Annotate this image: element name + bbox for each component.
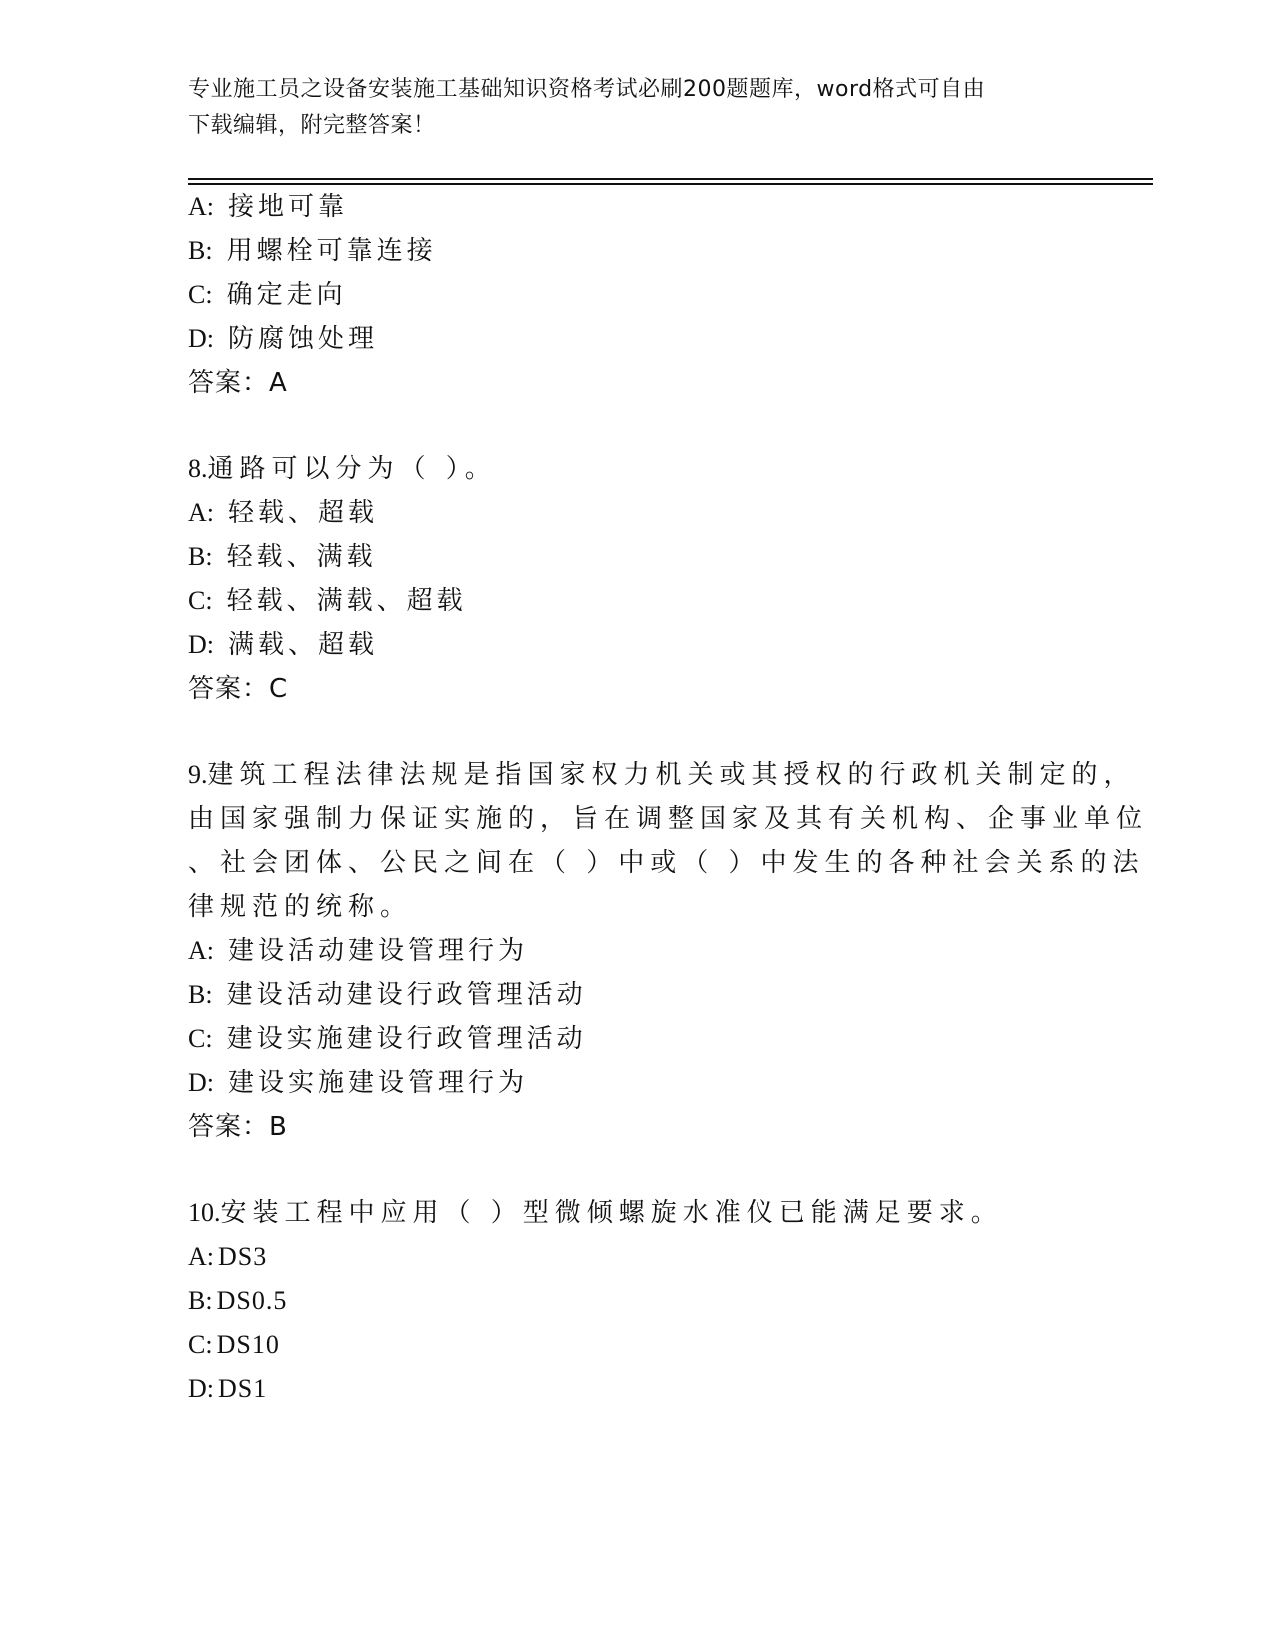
q9-answer xyxy=(188,1110,287,1144)
q8-option-b xyxy=(188,540,377,574)
question-text: 、社会团体、公民之间在（ ）中或（ ）中发生的各种社会关系的法 xyxy=(188,848,1145,878)
question-text: 建筑工程法律法规是指国家权力机关或其授权的行政机关制定的， xyxy=(207,760,1136,790)
answer-label: 答案： xyxy=(188,674,270,704)
document-header xyxy=(188,72,1088,144)
q10-question xyxy=(188,1196,1003,1230)
header-divider-top xyxy=(188,178,1153,180)
option-text: 满载、超载 xyxy=(228,630,379,660)
option-text: 接地可靠 xyxy=(228,192,349,222)
option-label: C: xyxy=(188,1330,213,1359)
option-label: A: xyxy=(188,936,214,965)
q8-option-d xyxy=(188,628,378,662)
question-text: 由国家强制力保证实施的，旨在调整国家及其有关机构、企事业单位 xyxy=(188,804,1149,834)
answer-label: 答案： xyxy=(188,368,270,398)
q10-option-c xyxy=(188,1328,280,1362)
q7-option-a xyxy=(188,190,348,224)
option-label: C: xyxy=(188,280,213,309)
option-text: 建设实施建设管理行为 xyxy=(228,1068,529,1098)
question-text: 安装工程中应用（ ）型微倾螺旋水准仪已能满足要求。 xyxy=(220,1198,1003,1228)
question-number: 9. xyxy=(188,760,208,789)
option-label: D: xyxy=(188,630,214,659)
q9-question-line-2 xyxy=(188,802,1148,836)
q7-option-d xyxy=(188,322,378,356)
q9-option-b xyxy=(188,978,587,1012)
option-label: B: xyxy=(188,980,213,1009)
answer-value: B xyxy=(269,1112,287,1142)
question-text: 律规范的统称。 xyxy=(188,892,413,922)
answer-value: A xyxy=(269,368,287,398)
q9-option-a xyxy=(188,934,528,968)
option-text: 轻载、满载 xyxy=(226,542,377,572)
q8-answer xyxy=(188,672,287,706)
option-text: 用螺栓可靠连接 xyxy=(226,236,437,266)
option-label: D: xyxy=(188,1374,214,1403)
option-text: 建设实施建设行政管理活动 xyxy=(226,1024,587,1054)
q9-question-line-1 xyxy=(188,758,1136,792)
option-label: A: xyxy=(188,498,214,527)
question-number: 8. xyxy=(188,454,208,483)
q8-option-c xyxy=(188,584,467,618)
q7-answer xyxy=(188,366,287,400)
option-text: DS0.5 xyxy=(216,1286,288,1315)
q7-option-b xyxy=(188,234,437,268)
option-text: 轻载、满载、超载 xyxy=(226,586,467,616)
q10-option-b xyxy=(188,1284,287,1318)
option-text: 防腐蚀处理 xyxy=(228,324,379,354)
option-label: C: xyxy=(188,586,213,615)
answer-value: C xyxy=(269,674,288,704)
q9-option-d xyxy=(188,1066,528,1100)
option-text: DS1 xyxy=(218,1374,268,1403)
q7-option-c xyxy=(188,278,347,312)
q9-question-line-3 xyxy=(188,846,1145,880)
option-text: 建设活动建设行政管理活动 xyxy=(226,980,587,1010)
option-label: B: xyxy=(188,1286,213,1315)
option-text: 确定走向 xyxy=(226,280,347,310)
q10-option-a xyxy=(188,1240,267,1274)
option-text: DS10 xyxy=(216,1330,280,1359)
option-label: B: xyxy=(188,236,213,265)
answer-label: 答案： xyxy=(188,1112,270,1142)
option-text: 建设活动建设管理行为 xyxy=(228,936,529,966)
option-label: A: xyxy=(188,1242,214,1271)
question-text: 通路可以分为（ ）。 xyxy=(207,454,497,484)
q10-option-d xyxy=(188,1372,267,1406)
q8-option-a xyxy=(188,496,378,530)
option-label: D: xyxy=(188,324,214,353)
q9-option-c xyxy=(188,1022,587,1056)
header-divider-bottom xyxy=(188,183,1153,185)
option-text: 轻载、超载 xyxy=(228,498,379,528)
option-text: DS3 xyxy=(218,1242,268,1271)
header-title-line-2: 下载编辑，附完整答案！ xyxy=(188,113,436,138)
option-label: B: xyxy=(188,542,213,571)
option-label: D: xyxy=(188,1068,214,1097)
q8-question xyxy=(188,452,497,486)
option-label: C: xyxy=(188,1024,213,1053)
header-title-line-1: 专业施工员之设备安装施工基础知识资格考试必刷200题题库，word格式可自由 xyxy=(188,77,986,102)
question-number: 10. xyxy=(188,1198,221,1227)
option-label: A: xyxy=(188,192,214,221)
q9-question-line-4 xyxy=(188,890,412,924)
